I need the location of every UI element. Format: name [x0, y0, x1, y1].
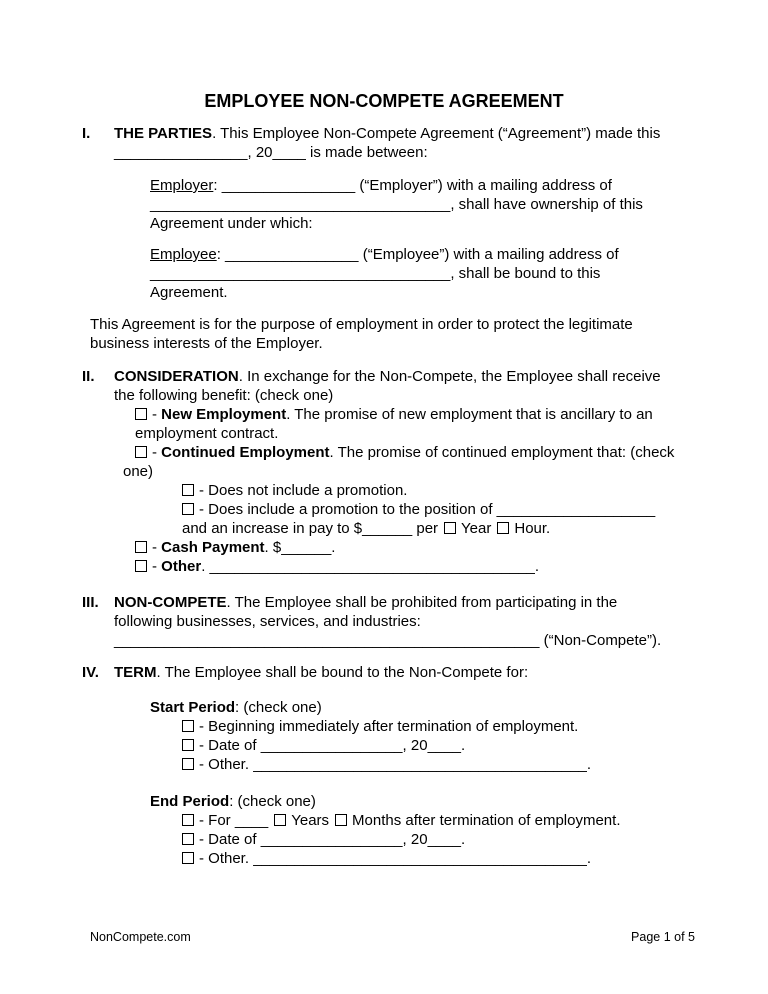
checkbox-promotion[interactable] [182, 503, 194, 515]
employer-paragraph [150, 176, 680, 233]
footer-page-number: Page 1 of 5 [631, 930, 695, 944]
option-text: , 20 [402, 737, 428, 754]
checkbox-end-months[interactable] [335, 814, 347, 826]
option-text: per [412, 520, 439, 537]
option-text: one) [123, 463, 154, 480]
section-text: (“Non-Compete”). [539, 632, 662, 649]
section-consideration [82, 367, 680, 576]
option-name: Other [161, 558, 202, 575]
document-title: EMPLOYEE NON-COMPETE AGREEMENT [204, 91, 564, 111]
employee-text: Agreement. [150, 284, 228, 301]
section-text: the following benefit: (check one) [114, 387, 334, 404]
checkbox-end-for-duration[interactable] [182, 814, 194, 826]
option-text: - Beginning immediately after termination of employment. [199, 718, 579, 735]
checkbox-cash-payment[interactable] [135, 541, 147, 553]
option-text: . [460, 737, 466, 754]
employee-name-blank[interactable]: ________________ [225, 246, 359, 263]
agreement-year-blank[interactable]: ____ [272, 144, 306, 161]
option-text: - Does include a promotion to the position of [199, 501, 497, 518]
employer-address-blank[interactable]: ____________________________________ [150, 196, 451, 213]
end-duration-blank[interactable]: ____ [234, 812, 269, 829]
option-text: . [586, 850, 592, 867]
section-non-compete [82, 593, 680, 650]
option-text: - For [199, 812, 235, 829]
footer-site-name: NonCompete.com [90, 930, 191, 944]
option-text: and an increase in pay to $ [182, 520, 363, 537]
employee-text: , shall be bound to this [450, 265, 601, 282]
employer-text: (“Employer”) with a mailing address of [355, 177, 612, 194]
employer-label: Employer [150, 177, 214, 194]
section-text: . This Employee Non-Compete Agreement (“Agreement”) made this [212, 125, 661, 142]
section-text: . The Employee shall be bound to the Non-Compete for: [156, 664, 529, 681]
checkbox-end-years[interactable] [274, 814, 286, 826]
section-text: . The Employee shall be prohibited from participating in the [226, 594, 618, 611]
employee-text: (“Employee”) with a mailing address of [358, 246, 619, 263]
agreement-date-blank[interactable]: ________________ [114, 144, 248, 161]
start-period-text: : (check one) [235, 699, 322, 716]
start-period-label: Start Period [150, 699, 236, 716]
option-text: Hour. [514, 520, 551, 537]
option-text: . [331, 539, 336, 556]
option-text: - [152, 444, 162, 461]
option-text: - Date of [199, 831, 261, 848]
start-period-block [150, 698, 680, 774]
end-period-label: End Period [150, 793, 230, 810]
section-the-parties [82, 124, 680, 162]
option-name: Continued Employment [161, 444, 330, 461]
employee-label: Employee [150, 246, 217, 263]
promotion-position-blank[interactable]: ___________________ [496, 501, 656, 518]
checkbox-pay-year[interactable] [444, 522, 456, 534]
purpose-text: This Agreement is for the purpose of employment in order to protect the legitimate [90, 316, 633, 333]
option-text: Years [291, 812, 330, 829]
section-text: . In exchange for the Non-Compete, the Employee shall receive [238, 368, 661, 385]
non-compete-description-blank[interactable]: ___________________________________________________ [114, 632, 540, 649]
start-other-blank[interactable]: ________________________________________ [253, 756, 587, 773]
employee-paragraph [150, 245, 680, 302]
option-name: New Employment [161, 406, 287, 423]
option-text: . $ [264, 539, 282, 556]
section-heading: TERM [114, 664, 157, 681]
option-text: - Other. [199, 850, 254, 867]
end-year-blank[interactable]: ____ [427, 831, 461, 848]
employee-text: : [216, 246, 226, 263]
end-other-blank[interactable]: ________________________________________ [253, 850, 587, 867]
checkbox-start-immediately[interactable] [182, 720, 194, 732]
option-text: . [586, 756, 592, 773]
option-text: , 20 [402, 831, 428, 848]
purpose-text: business interests of the Employer. [90, 335, 323, 352]
section-numeral: II. [82, 368, 95, 385]
option-text: Months after termination of employment. [352, 812, 621, 829]
purpose-paragraph [90, 315, 680, 353]
option-text: - [152, 558, 162, 575]
option-text: - [152, 406, 162, 423]
checkbox-start-other[interactable] [182, 758, 194, 770]
section-heading: NON-COMPETE [114, 594, 227, 611]
option-text: . [534, 558, 540, 575]
section-heading: THE PARTIES [114, 125, 213, 142]
checkbox-end-date[interactable] [182, 833, 194, 845]
employer-text: Agreement under which: [150, 215, 313, 232]
end-date-blank[interactable]: _________________ [260, 831, 403, 848]
checkbox-pay-hour[interactable] [497, 522, 509, 534]
option-text: - Other. [199, 756, 254, 773]
section-text: is made between: [305, 144, 428, 161]
end-period-block [150, 792, 680, 868]
checkbox-other-consideration[interactable] [135, 560, 147, 572]
option-text: - Date of [199, 737, 261, 754]
option-text: - [152, 539, 162, 556]
option-text: . [201, 558, 210, 575]
option-text: employment contract. [135, 425, 279, 442]
employer-text: : [213, 177, 222, 194]
start-date-blank[interactable]: _________________ [260, 737, 403, 754]
checkbox-start-date[interactable] [182, 739, 194, 751]
section-numeral: III. [82, 594, 99, 611]
employee-address-blank[interactable]: ____________________________________ [150, 265, 451, 282]
section-text: , 20 [247, 144, 273, 161]
section-numeral: I. [82, 125, 91, 142]
start-year-blank[interactable]: ____ [427, 737, 461, 754]
checkbox-continued-employment[interactable] [135, 446, 147, 458]
checkbox-no-promotion[interactable] [182, 484, 194, 496]
employer-text: , shall have ownership of this [450, 196, 643, 213]
section-term [82, 663, 680, 682]
option-text: . The promise of new employment that is ancillary to an [286, 406, 653, 423]
option-text: Year [461, 520, 492, 537]
other-consideration-blank[interactable]: _______________________________________ [209, 558, 535, 575]
section-numeral: IV. [82, 664, 99, 681]
section-text: following businesses, services, and industries: [114, 613, 421, 630]
option-text: . The promise of continued employment that: (check [329, 444, 675, 461]
cash-amount-blank[interactable]: ______ [281, 539, 332, 556]
option-text: . [460, 831, 466, 848]
checkbox-end-other[interactable] [182, 852, 194, 864]
promotion-pay-blank[interactable]: ______ [362, 520, 413, 537]
option-name: Cash Payment [161, 539, 265, 556]
employer-name-blank[interactable]: ________________ [221, 177, 356, 194]
option-text: - Does not include a promotion. [199, 482, 408, 499]
section-heading: CONSIDERATION [114, 368, 239, 385]
end-period-text: : (check one) [229, 793, 316, 810]
checkbox-new-employment[interactable] [135, 408, 147, 420]
